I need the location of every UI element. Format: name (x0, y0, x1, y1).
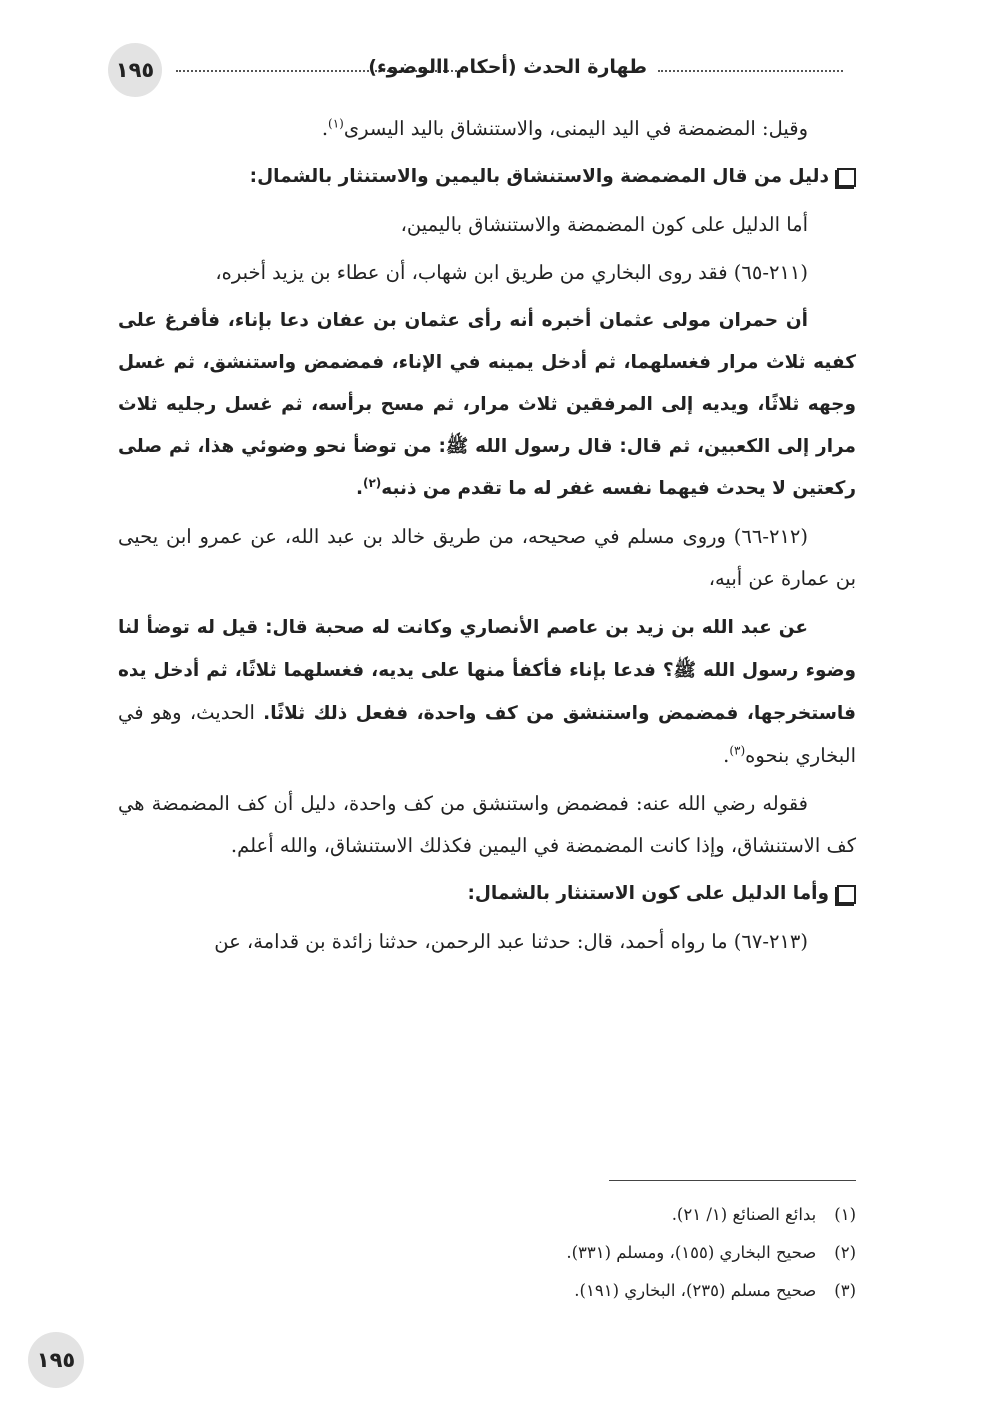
paragraph-3: (٢١١-٦٥) فقد روى البخاري من طريق ابن شهاب، أن عطاء بن يزيد أخبره، (215, 261, 808, 284)
running-title: طهارة الحدث (أحكام االوضوء) (368, 56, 647, 78)
footnotes (156, 1196, 856, 1310)
paragraph-6: (٢١٣-٦٧) ما رواه أحمد، قال: حدثنا عبد الرحمن، حدثنا زائدة بن قدامة، عن (214, 930, 808, 953)
footnote-separator (609, 1180, 856, 1181)
paragraph-2: أما الدليل على كون المضمضة والاستنشاق باليمين، (400, 213, 808, 236)
hadith-1: أن حمران مولى عثمان أخبره أنه رأى عثمان بن عفان دعا بإناء، فأفرغ على كفيه ثلاث مرار فغسلهما، ثم أدخل يمينه في الإناء، فمضمض واستنشق، ثم غسل وجهه ثلاثًا، ويديه إلى المرفقين ثلاث مرار، ثم مسح برأسه، ثم غسل رجليه ثلاث مرار إلى الكعبين، ثم قال: قال رسول الله ﷺ: من توضأ نحو وضوئي هذا، ثم صلى ركعتين لا يحدث فيهما نفسه غفر له ما تقدم من ذنبه$^{(٢)}$. (118, 310, 856, 499)
page-header (108, 44, 843, 96)
section-heading-1: دليل من قال المضمضة والاستنشاق باليمين والاستنثار بالشمال: (118, 156, 856, 198)
footnote-ref-1[interactable]: (١) (328, 116, 344, 131)
footnote-3: (٣) صحيح مسلم (٢٣٥)، البخاري (١٩١). (574, 1281, 856, 1300)
footnote-2: (٢) صحيح البخاري (١٥٥)، ومسلم (٣٣١). (566, 1243, 856, 1262)
section-heading-2: وأما الدليل على كون الاستنثار بالشمال: (118, 873, 856, 915)
footnote-1: (١) بدائع الصنائع (١/ ٢١). (671, 1205, 856, 1224)
square-bullet-icon (837, 885, 856, 904)
square-bullet-icon (837, 168, 856, 187)
paragraph-4: (٢١٢-٦٦) وروى مسلم في صحيحه، من طريق خالد بن عبد الله، عن عمرو ابن يحيى بن عمارة عن أبيه، (118, 525, 856, 590)
header-page-number: ١٩٥ (108, 43, 162, 97)
paragraph-1: وقيل: المضمضة في اليد اليمنى، والاستنشاق باليد اليسرى$^{(١)}$. (321, 116, 808, 140)
footer-page-number: ١٩٥ (28, 1332, 84, 1388)
hadith-2: عن عبد الله بن زيد بن عاصم الأنصاري وكانت له صحبة قال: قيل له توضأ لنا وضوء رسول الله ﷺ؟ فدعا بإناء فأكفأ منها على يديه، فغسلهما ثلاثًا، ثم أدخل يده فاستخرجها، فمضمض واستنشق من كف واحدة، ففعل ذلك ثلاثًا. الحديث، وهو في البخاري بنحوه$^{(٣)}$. (118, 617, 856, 767)
paragraph-5: فقوله رضي الله عنه: فمضمض واستنشق من كف واحدة، دليل أن كف المضمضة هي كف الاستنشاق، وإذا كانت المضمضة في اليمين فكذلك الاستنشاق، والله أعلم. (118, 792, 856, 857)
footnote-ref-3[interactable]: (٣) (729, 743, 746, 758)
main-text (118, 108, 856, 969)
footnote-ref-2[interactable]: (٢) (362, 475, 382, 490)
header-dots-right (658, 70, 843, 72)
